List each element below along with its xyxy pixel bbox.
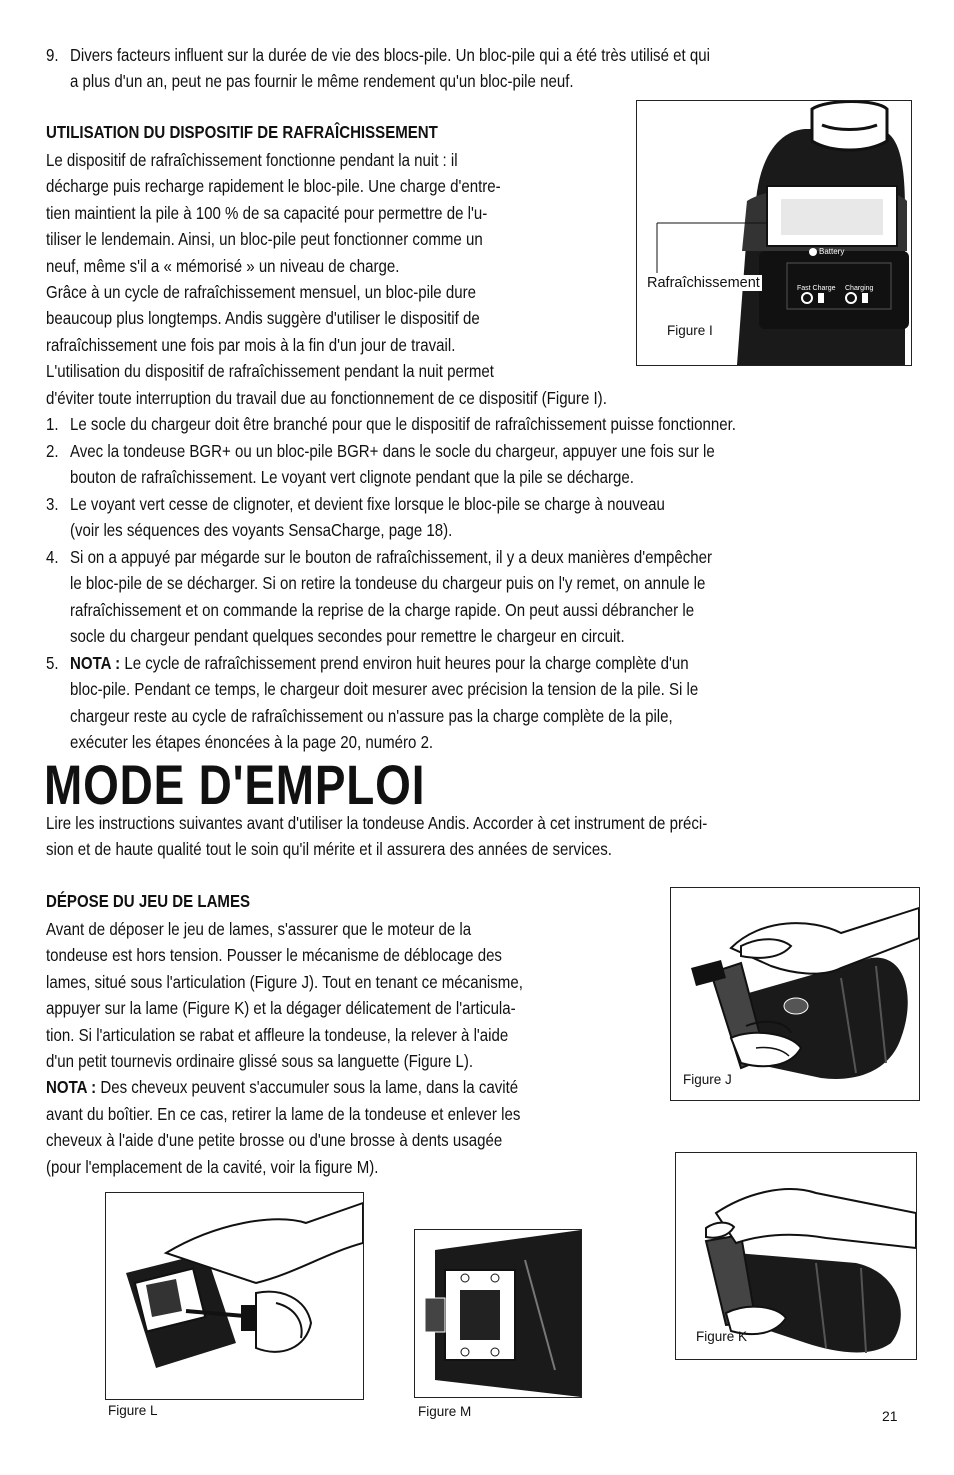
text-line: rafraîchissement et on commande la reprise de la charge rapide. On peut aussi débrancher le [70,599,695,620]
text-line: décharge puis recharge rapidement le bloc-pile. Une charge d'entre- [46,176,501,197]
text-line: tion. Si l'articulation se rabat et affleure la tondeuse, la relever à l'aide [46,1024,509,1045]
text-line: cheveux à l'aide d'une petite brosse ou d'une brosse à dents usagée [46,1130,503,1151]
text-line: Le dispositif de rafraîchissement fonctionne pendant la nuit : il [46,150,458,170]
figure-k [675,1152,917,1360]
figure-m-caption: Figure M [418,1404,472,1419]
step-4-number: 4. [46,547,59,567]
figure-j-caption: Figure J [683,1072,732,1087]
section-heading-blade: DÉPOSE DU JEU DE LAMES [46,891,251,911]
figure-l [105,1192,364,1400]
text-line: a plus d'un an, peut ne pas fournir le même rendement qu'un bloc-pile neuf. [70,71,574,92]
step-5-number: 5. [46,653,59,673]
battery-label: Battery [819,247,845,256]
text-run: Des cheveux peuvent s'accumuler sous la lame, dans la cavité [96,1077,519,1098]
step-3-number: 3. [46,494,59,514]
text-line: neuf, même s'il a « mémorisé » un niveau de charge. [46,255,400,276]
nota-label: NOTA : [46,1077,97,1098]
clipper-hand-illustration [671,888,919,1100]
text-line: (pour l'emplacement de la cavité, voir la figure M). [46,1156,379,1177]
text-line: bouton de rafraîchissement. Le voyant vert clignote pendant que la pile se décharge. [70,467,634,488]
section-heading-refresh: UTILISATION DU DISPOSITIF DE RAFRAÎCHISSEMENT [46,122,438,142]
text-line: avant du boîtier. En ce cas, retirer la lame de la tondeuse et enlever les [46,1103,521,1124]
text-line: Lire les instructions suivantes avant d'utiliser la tondeuse Andis. Accorder à cet instrument de préci- [46,813,708,833]
text-run: Le cycle de rafraîchissement prend environ huit heures pour la charge complète d'un [120,653,689,673]
text-line: tien maintient la pile à 100 % de sa capacité pour permettre de l'u- [46,202,488,223]
figure-i [636,100,912,366]
figure-k-caption: Figure K [696,1329,748,1344]
text-line: appuyer sur la lame (Figure K) et la dégager délicatement de l'articula- [46,998,516,1019]
step-2-text [70,438,715,491]
text-line: exécuter les étapes énoncées à la page 20, numéro 2. [70,732,434,753]
text-line: Avec la tondeuse BGR+ ou un bloc-pile BGR+ dans le socle du chargeur, appuyer une fois sur le [70,441,715,461]
text-line: L'utilisation du dispositif de rafraîchissement pendant la nuit permet [46,361,494,382]
text-line [70,650,698,676]
text-line: tondeuse est hors tension. Pousser le mécanisme de déblocage des [46,945,502,966]
text-line: lames, situé sous l'articulation (Figure J). Tout en tenant ce mécanisme, [46,971,523,992]
item-9-number: 9. [46,45,59,65]
text-line: bloc-pile. Pendant ce temps, le chargeur doit mesurer avec précision la tension de la pile. Si le [70,679,699,700]
text-line: le bloc-pile de se décharger. Si on retire la tondeuse du chargeur puis on l'y remet, on annule le [70,573,706,594]
step-4-text [70,544,712,650]
text-line: (voir les séquences des voyants SensaCharge, page 18). [70,520,453,541]
refresh-callout-label: Rafraîchissement [647,275,760,291]
text-line: Avant de déposer le jeu de lames, s'assurer que le moteur de la [46,919,472,939]
text-line: Grâce à un cycle de rafraîchissement mensuel, un bloc-pile dure [46,282,476,303]
text-line: sion et de haute qualité tout le soin qu'il mérite et il assurera des années de services. [46,839,612,860]
text-line: Divers facteurs influent sur la durée de vie des blocs-pile. Un bloc-pile qui a été très utilisé et qui [70,45,710,65]
nota-label: NOTA : [70,653,121,673]
figure-i-caption: Figure I [667,323,713,338]
item-9-text [70,42,710,95]
text-line: beaucoup plus longtemps. Andis suggère d'utiliser le dispositif de [46,308,480,329]
page-title: MODE D'EMPLOI [44,753,426,816]
text-line: d'éviter toute interruption du travail due au fonctionnement de ce dispositif (Figure I). [46,387,607,408]
mode-intro-paragraph [46,810,915,863]
step-1-number: 1. [46,414,59,434]
figure-j [670,887,920,1101]
screwdriver-illustration [106,1193,363,1399]
text-line: Si on a appuyé par mégarde sur le bouton de rafraîchissement, il y a deux manières d'empêcher [70,547,713,567]
step-3-text [70,491,665,544]
text-line: Le voyant vert cesse de clignoter, et devient fixe lorsque le bloc-pile se charge à nouveau [70,494,665,514]
blade-cavity-illustration [415,1230,581,1397]
text-line: rafraîchissement une fois par mois à la fin d'un jour de travail. [46,334,456,355]
text-line: d'un petit tournevis ordinaire glissé sous sa languette (Figure L). [46,1051,474,1072]
step-5-text [70,650,698,756]
step-1-text [70,411,736,437]
page-number: 21 [882,1408,898,1424]
text-line: socle du chargeur pendant quelques secondes pour remettre le chargeur en circuit. [70,626,625,647]
text-line: chargeur reste au cycle de rafraîchissement ou n'assure pas la charge complète de la pile, [70,705,673,726]
charging-label: Charging [845,285,874,292]
figure-l-caption: Figure L [108,1403,158,1418]
text-line: tiliser le lendemain. Ainsi, un bloc-pile peut fonctionner comme un [46,229,483,250]
fast-charge-label: Fast Charge [797,285,836,292]
step-2-number: 2. [46,441,59,461]
figure-m [414,1229,582,1398]
text-line: Le socle du chargeur doit être branché pour que le dispositif de rafraîchissement puisse fonctionner. [70,414,736,434]
